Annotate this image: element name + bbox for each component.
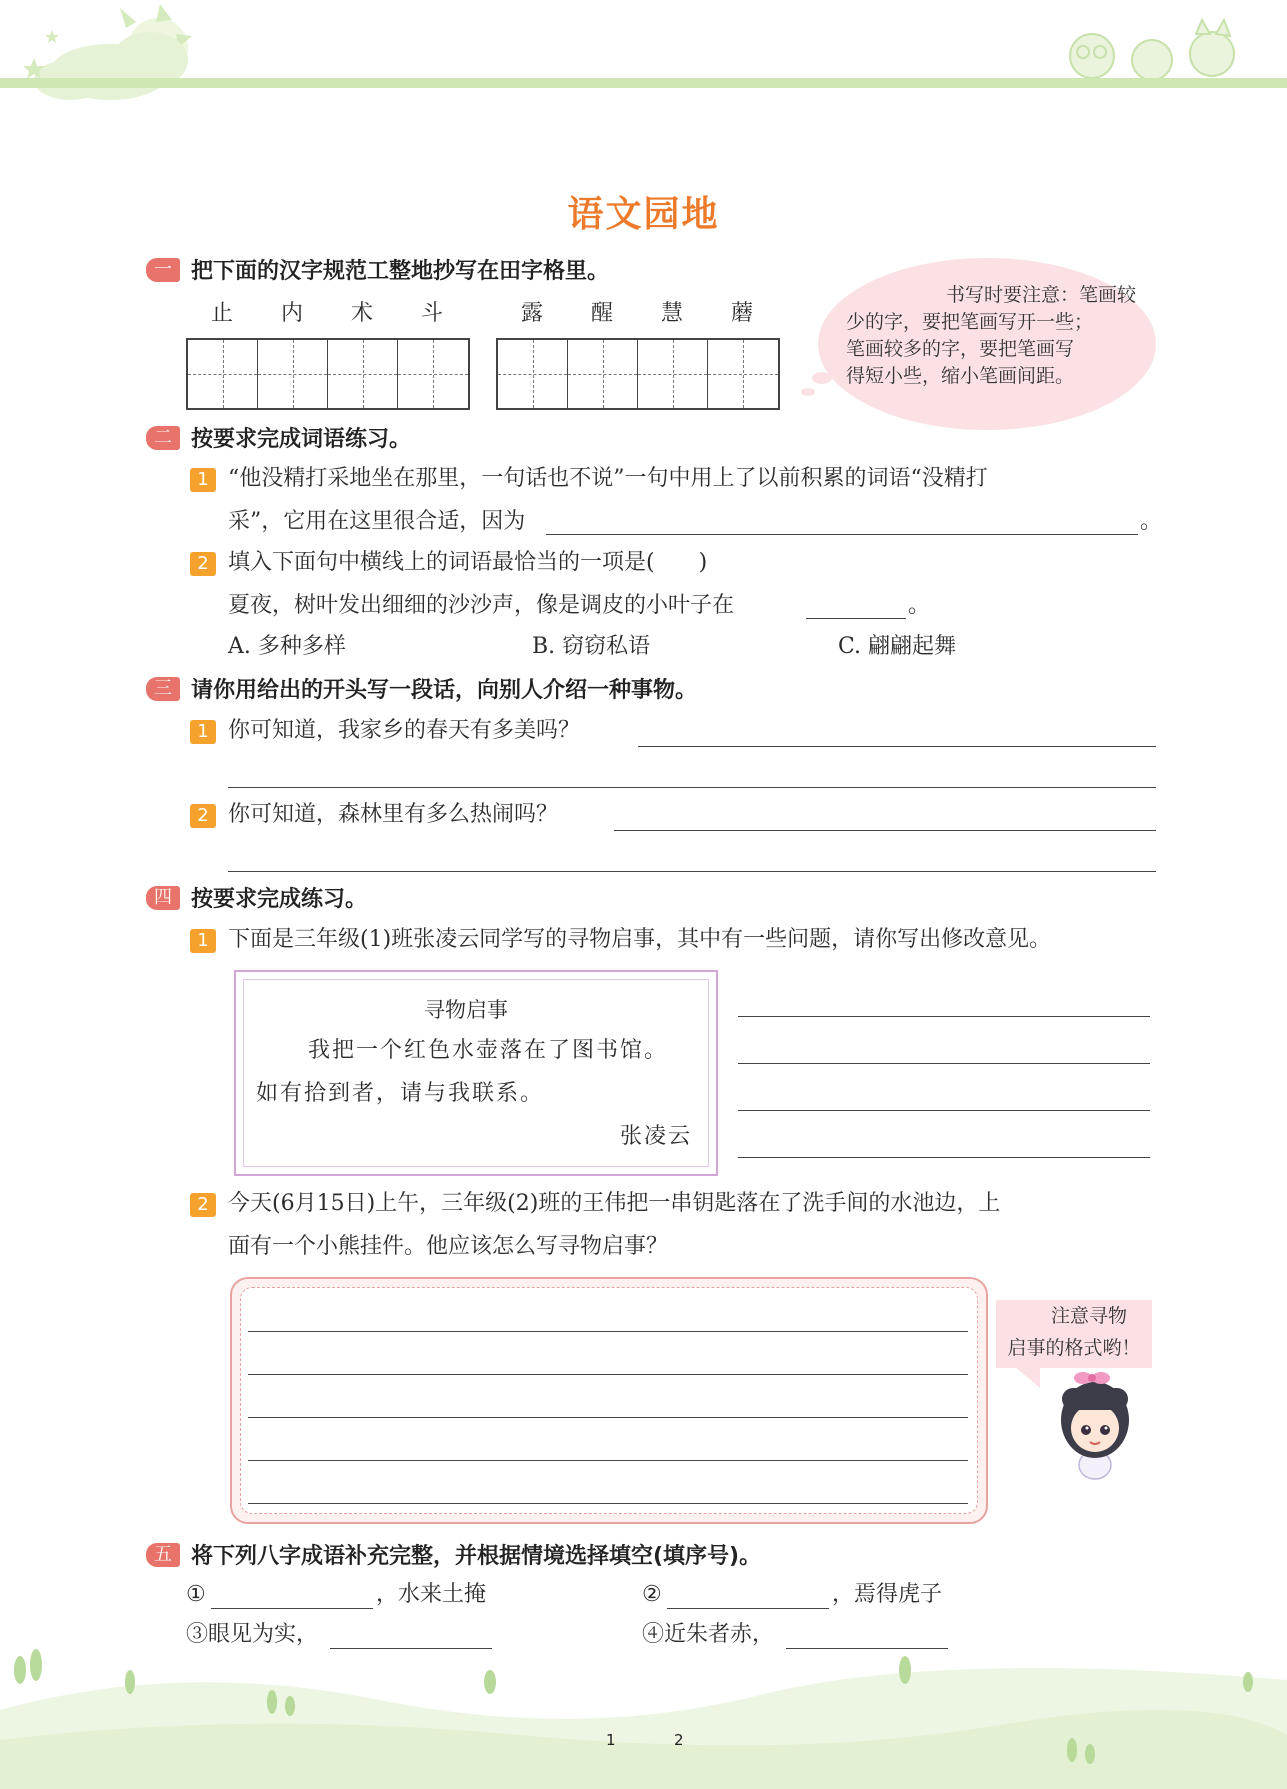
question-number: 2 (190, 804, 216, 828)
question-number: 2 (190, 1193, 216, 1217)
idiom-text: ，焉得虎子 (832, 1582, 943, 1607)
char-7: 慧 (660, 301, 683, 326)
notice-signature: 张凌云 (620, 1124, 693, 1149)
section-title-2: 按要求完成词语练习。 (191, 427, 412, 452)
question-number: 1 (190, 929, 216, 953)
footer-landscape (0, 1640, 1287, 1789)
answer-blank[interactable] (546, 534, 1138, 535)
section-title-1: 把下面的汉字规范工整地抄写在田字格里。 (191, 259, 610, 284)
notice-line: 我把一个红色水壶落在了图书馆。 (308, 1038, 669, 1063)
hint-tail-icon (1010, 1366, 1046, 1388)
section-title-5: 将下列八字成语补充完整，并根据情境选择填空(填序号)。 (191, 1544, 762, 1569)
char-8: 蘑 (730, 301, 753, 326)
section-title-4: 按要求完成练习。 (191, 887, 368, 912)
answer-line[interactable] (248, 1331, 968, 1332)
page-number-left: 1 (606, 1731, 616, 1749)
section-badge-4: 四 (146, 886, 180, 910)
idiom-number: ① (186, 1582, 206, 1607)
option-c[interactable]: C. 翩翩起舞 (838, 634, 957, 659)
answer-blank[interactable] (806, 618, 906, 619)
question-text: 采”，它用在这里很合适，因为 (228, 509, 526, 534)
grid-cell[interactable] (708, 340, 778, 408)
char-3: 术 (350, 301, 373, 326)
grid-cell[interactable] (188, 340, 258, 408)
question-number: 1 (190, 468, 216, 492)
tip-line: 笔画较多的字，要把笔画写 (846, 338, 1075, 360)
answer-line[interactable] (738, 1063, 1150, 1064)
question-text: “他没精打采地坐在那里，一句话也不说”一句中用上了以前积累的词语“没精打 (228, 466, 988, 491)
answer-line[interactable] (228, 787, 1156, 788)
page-number-right: 2 (674, 1731, 684, 1749)
section-badge-5: 五 (146, 1543, 180, 1567)
question-number: 1 (190, 720, 216, 744)
grid-cell[interactable] (328, 340, 398, 408)
question-text: 今天(6月15日)上午，三年级(2)班的王伟把一串钥匙落在了洗手间的水池边，上 (228, 1191, 1001, 1216)
grid-cell[interactable] (398, 340, 468, 408)
option-b[interactable]: B. 窃窃私语 (532, 634, 651, 659)
writing-grid-right[interactable] (496, 338, 780, 410)
answer-line[interactable] (638, 746, 1156, 747)
hint-line: 启事的格式哟！ (1007, 1337, 1141, 1359)
section-title-3: 请你用给出的开头写一段话，向别人介绍一种事物。 (191, 678, 698, 703)
idiom-text: ④近朱者赤， (642, 1622, 775, 1647)
question-text: 夏夜，树叶发出细细的沙沙声，像是调皮的小叶子在 (228, 593, 735, 618)
question-number: 2 (190, 552, 216, 576)
tip-line: 少的字，要把笔画写开一些； (846, 311, 1094, 333)
idiom-text: ，水来土掩 (376, 1582, 487, 1607)
char-4: 斗 (420, 301, 443, 326)
char-2: 内 (280, 301, 303, 326)
char-6: 醒 (590, 301, 613, 326)
answer-line[interactable] (248, 1374, 968, 1375)
question-text: 填入下面句中横线上的词语最恰当的一项是( ) (228, 550, 708, 575)
period: 。 (1140, 509, 1163, 534)
option-a[interactable]: A. 多种多样 (228, 634, 346, 659)
answer-line[interactable] (228, 871, 1156, 872)
answer-line[interactable] (248, 1503, 968, 1504)
period: 。 (908, 593, 931, 618)
answer-line[interactable] (248, 1460, 968, 1461)
grid-cell[interactable] (258, 340, 328, 408)
idiom-text: ③眼见为实， (186, 1622, 319, 1647)
animal-friends-icon (1070, 20, 1234, 80)
chars-right (497, 296, 777, 327)
page-title: 语文园地 (567, 194, 720, 235)
grid-cell[interactable] (638, 340, 708, 408)
bubble-tail-icon (796, 370, 836, 400)
idiom-blank[interactable] (667, 1608, 829, 1609)
tip-text (846, 282, 1136, 390)
answer-line[interactable] (738, 1016, 1150, 1017)
char-5: 露 (520, 301, 543, 326)
question-text: 你可知道，我家乡的春天有多美吗？ (228, 718, 581, 743)
header-decoration (0, 0, 1287, 110)
answer-line[interactable] (738, 1110, 1150, 1111)
tip-line: 书写时要注意：笔画较 (945, 284, 1136, 306)
question-text: 面有一个小熊挂件。他应该怎么写寻物启事？ (228, 1234, 669, 1259)
notice-line: 如有拾到者，请与我联系。 (256, 1081, 545, 1106)
tip-line: 得短小些，缩小笔画间距。 (846, 365, 1075, 387)
grid-cell[interactable] (498, 340, 568, 408)
section-badge-3: 三 (146, 677, 180, 701)
hint-bubble (996, 1300, 1152, 1368)
answer-writing-box[interactable] (230, 1277, 988, 1524)
idiom-number: ② (642, 1582, 662, 1607)
hint-line: 注意寻物 (1050, 1305, 1127, 1327)
girl-character-icon (1050, 1370, 1140, 1480)
section-badge-2: 二 (146, 426, 180, 450)
answer-line[interactable] (614, 830, 1156, 831)
chars-left (187, 296, 467, 327)
header-band (0, 78, 1287, 88)
grid-cell[interactable] (568, 340, 638, 408)
notice-title: 寻物启事 (424, 998, 508, 1022)
answer-line[interactable] (738, 1157, 1150, 1158)
writing-grid-left[interactable] (186, 338, 470, 410)
section-badge-1: 一 (146, 258, 180, 282)
question-text: 你可知道，森林里有多么热闹吗？ (228, 802, 559, 827)
answer-line[interactable] (248, 1417, 968, 1418)
char-1: 止 (210, 301, 233, 326)
question-text: 下面是三年级(1)班张凌云同学写的寻物启事，其中有一些问题，请你写出修改意见。 (228, 927, 1052, 952)
idiom-blank[interactable] (211, 1608, 373, 1609)
